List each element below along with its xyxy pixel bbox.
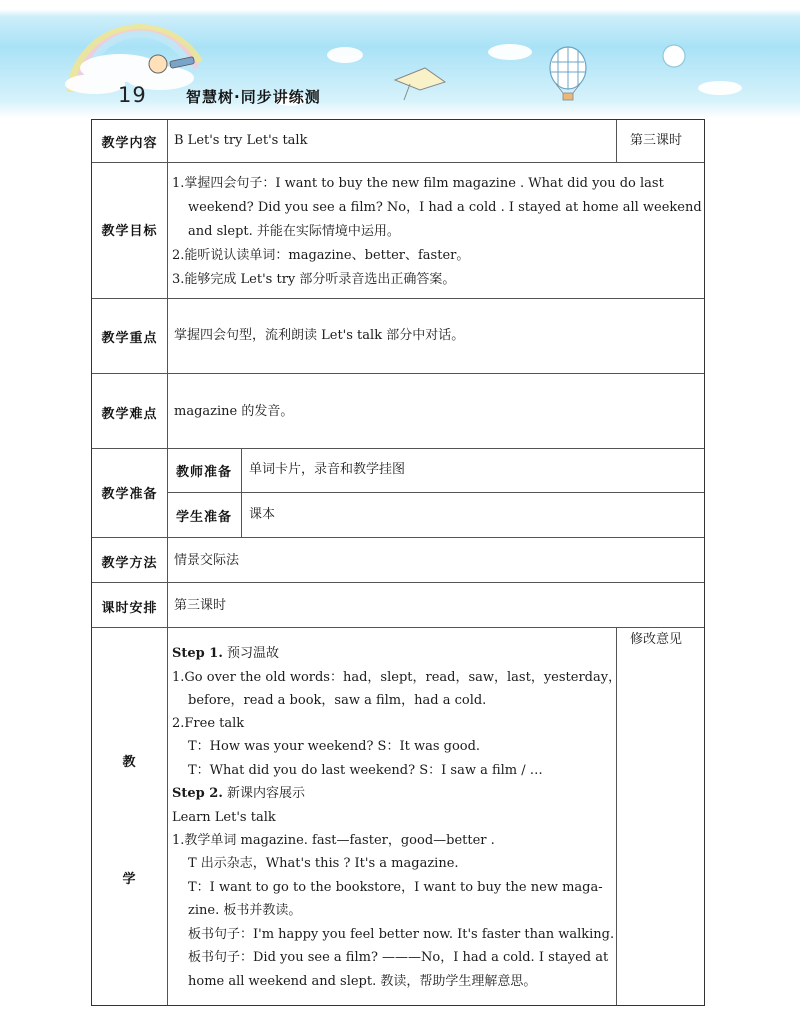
row-divider <box>92 537 704 538</box>
step2-line: Learn Let's talk <box>172 810 276 825</box>
label-teaching-bottom: 学 <box>122 872 137 887</box>
step1-title: Step 1. <box>172 646 223 661</box>
step1-line: T：How was your weekend? S：It was good. <box>188 739 481 754</box>
step1-line: 1.Go over the old words：had，slept，read，saw，last，yesterday， <box>172 670 622 685</box>
step1-name: 预习温故 <box>227 646 280 661</box>
step2-title: Step 2. <box>172 786 223 801</box>
step2-name: 新课内容展示 <box>227 786 306 801</box>
row-divider <box>92 627 704 628</box>
label-student-prep: 学生准备 <box>175 510 232 525</box>
row-divider <box>167 492 704 493</box>
difficulties-value: magazine 的发音。 <box>174 404 294 419</box>
label-teacher-prep: 教师准备 <box>175 465 232 480</box>
row-divider <box>92 162 704 163</box>
page-number: 19 <box>118 83 147 107</box>
row-divider <box>92 582 704 583</box>
goal-line: 3.能够完成 Let's try 部分听录音选出正确答案。 <box>172 272 456 287</box>
step2-line: home all weekend and slept. 教读，帮助学生理解意思。 <box>188 974 537 989</box>
label-preparation: 教学准备 <box>101 487 158 502</box>
row-divider <box>92 298 704 299</box>
label-teaching-top: 教 <box>122 755 137 770</box>
step2-line: zine. 板书并教读。 <box>188 903 302 918</box>
goal-line: 2.能听说认读单词：magazine、better、faster。 <box>172 248 470 263</box>
step2-line: 1.教学单词 magazine. fast—faster，good—better . <box>172 833 495 848</box>
column-divider <box>167 120 168 1005</box>
series-title: 智慧树·同步讲练测 <box>186 88 321 106</box>
step2-line: 板书句子：Did you see a film? ———No，I had a cold. I stayed at <box>188 950 609 965</box>
label-goals: 教学目标 <box>101 224 158 239</box>
teacher-prep-value: 单词卡片，录音和教学挂图 <box>249 462 406 477</box>
row-divider <box>92 373 704 374</box>
key-points-value: 掌握四会句型，流利朗读 Let's talk 部分中对话。 <box>174 328 465 343</box>
column-divider <box>616 120 617 162</box>
lesson-plan-table <box>91 119 705 1006</box>
goal-line: 1.掌握四会句子：I want to buy the new film magazine . What did you do last <box>172 176 664 191</box>
column-divider <box>241 448 242 537</box>
step2-heading <box>172 782 305 805</box>
goal-line: and slept. 并能在实际情境中运用。 <box>188 224 400 239</box>
step2-line: T 出示杂志，What's this ? It's a magazine. <box>188 856 459 871</box>
step1-line: T：What did you do last weekend? S：I saw a film / … <box>188 763 543 778</box>
step1-line: 2.Free talk <box>172 716 245 731</box>
method-value: 情景交际法 <box>174 553 240 568</box>
label-schedule: 课时安排 <box>101 601 158 616</box>
label-key-points: 教学重点 <box>101 331 158 346</box>
schedule-value: 第三课时 <box>174 598 227 613</box>
step1-heading <box>172 642 279 665</box>
row-divider <box>92 448 704 449</box>
label-content: 教学内容 <box>101 136 158 151</box>
goal-line: weekend? Did you see a film? No，I had a cold . I stayed at home all weekend <box>188 200 702 215</box>
period-value: 第三课时 <box>630 133 683 148</box>
revision-notes-label: 修改意见 <box>630 632 683 647</box>
step2-line: T：I want to go to the bookstore，I want to buy the new maga- <box>188 880 603 895</box>
label-method: 教学方法 <box>101 556 158 571</box>
step1-line: before，read a book，saw a film，had a cold. <box>188 693 487 708</box>
label-difficulties: 教学难点 <box>101 407 158 422</box>
step2-line: 板书句子：I'm happy you feel better now. It's faster than walking. <box>188 927 615 942</box>
student-prep-value: 课本 <box>249 507 276 522</box>
content-value: B Let's try Let's talk <box>174 133 308 148</box>
